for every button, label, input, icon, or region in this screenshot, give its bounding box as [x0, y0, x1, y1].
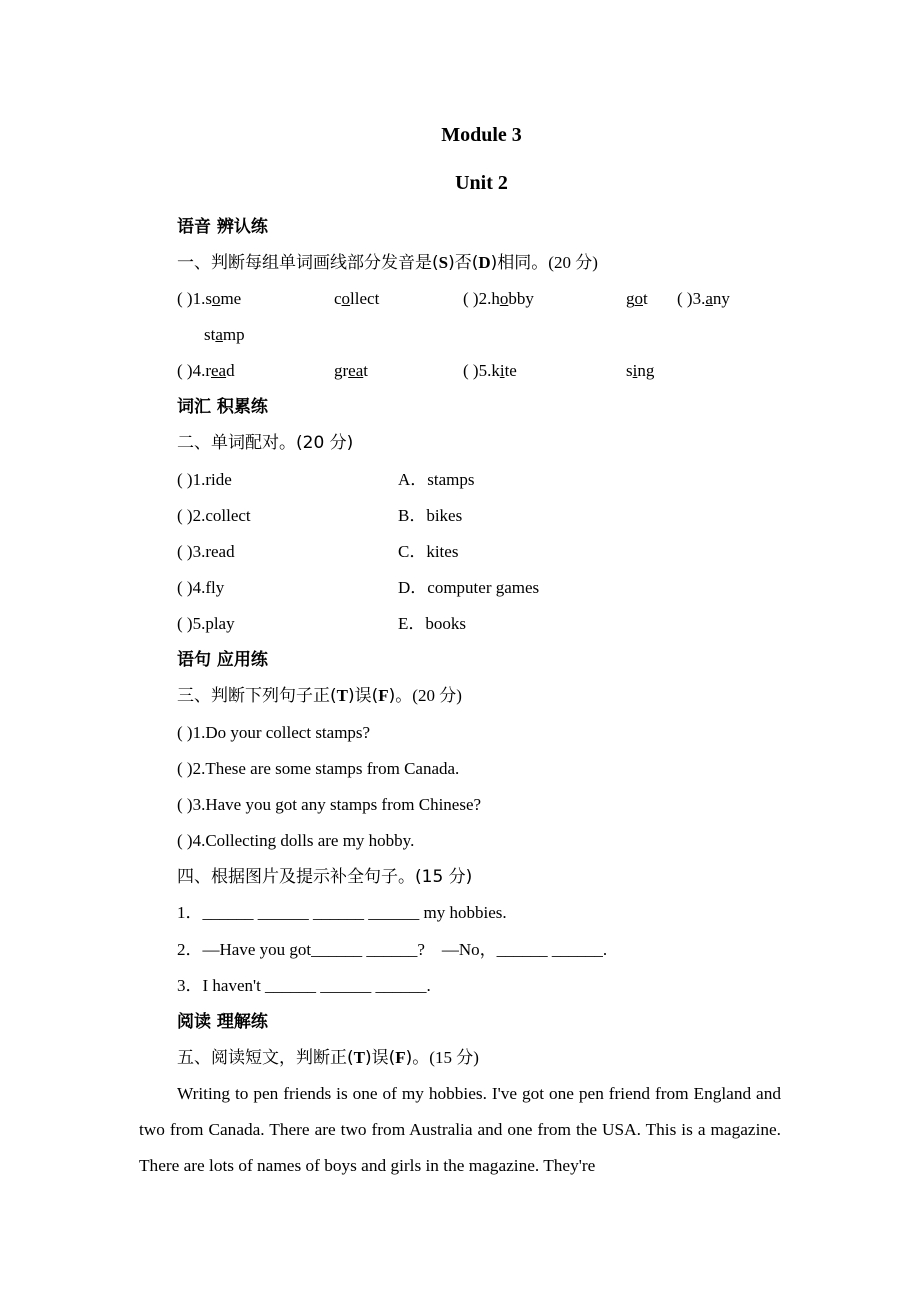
question-4-prompt: 四、根据图片及提示补全句子。(15 分) — [177, 867, 473, 887]
section-heading-reading: 阅读 理解练 — [177, 1012, 268, 1032]
match-right-item: B．bikes — [398, 506, 463, 525]
section-heading-vocabulary: 词汇 积累练 — [177, 397, 268, 417]
phonics-item-5-word2: sing — [626, 361, 655, 380]
true-false-item: ( )1.Do your collect stamps? — [177, 723, 371, 742]
match-right-item: C．kites — [398, 542, 459, 561]
match-right-item: D．computer games — [398, 578, 540, 597]
phonics-item-1: ( )1.some — [177, 289, 242, 308]
match-left-item: ( )2.collect — [177, 506, 251, 525]
question-1-prompt: 一、判断每组单词画线部分发音是(S)否(D)相同。(20 分) — [177, 253, 598, 273]
fill-blank-item: 1．______ ______ ______ ______ my hobbies. — [177, 903, 507, 922]
phonics-item-2-word2: got — [626, 289, 648, 308]
true-false-item: ( )2.These are some stamps from Canada. — [177, 759, 460, 778]
section-heading-sentences: 语句 应用练 — [177, 650, 268, 670]
phonics-item-3-word2: stamp — [204, 325, 245, 344]
question-3-prompt: 三、判断下列句子正(T)误(F)。(20 分) — [177, 686, 462, 706]
question-5-prompt: 五、阅读短文，判断正(T)误(F)。(15 分) — [177, 1048, 479, 1068]
fill-blank-item: 2．—Have you got______ ______? —No，______ ______. — [177, 940, 608, 959]
match-left-item: ( )3.read — [177, 542, 235, 561]
unit-title: Unit 2 — [455, 172, 508, 194]
fill-blank-item: 3．I haven't ______ ______ ______. — [177, 976, 431, 995]
match-left-item: ( )1.ride — [177, 470, 232, 489]
phonics-item-5: ( )5.kite — [463, 361, 517, 380]
true-false-item: ( )4.Collecting dolls are my hobby. — [177, 831, 415, 850]
phonics-item-4-word2: great — [334, 361, 368, 380]
phonics-item-1-word2: collect — [334, 289, 380, 308]
match-left-item: ( )5.play — [177, 614, 235, 633]
true-false-item: ( )3.Have you got any stamps from Chinese? — [177, 795, 482, 814]
match-left-item: ( )4.fly — [177, 578, 225, 597]
match-right-item: A．stamps — [398, 470, 475, 489]
phonics-item-2: ( )2.hobby — [463, 289, 534, 308]
match-right-item: E．books — [398, 614, 466, 633]
module-title: Module 3 — [441, 124, 522, 146]
question-2-prompt: 二、单词配对。(20 分) — [177, 433, 354, 453]
phonics-item-4: ( )4.read — [177, 361, 235, 380]
answer-blank: ( ) — [177, 289, 193, 308]
phonics-item-3: ( )3.any — [677, 289, 730, 308]
section-heading-phonics: 语音 辨认练 — [177, 217, 268, 237]
reading-passage: Writing to pen friends is one of my hobbies. I've got one pen friend from England and two from Canada. There are two from Australia and one from the USA. This is a magazine. There are lots of names of boys and girls in the magazine. They're — [139, 1084, 781, 1175]
